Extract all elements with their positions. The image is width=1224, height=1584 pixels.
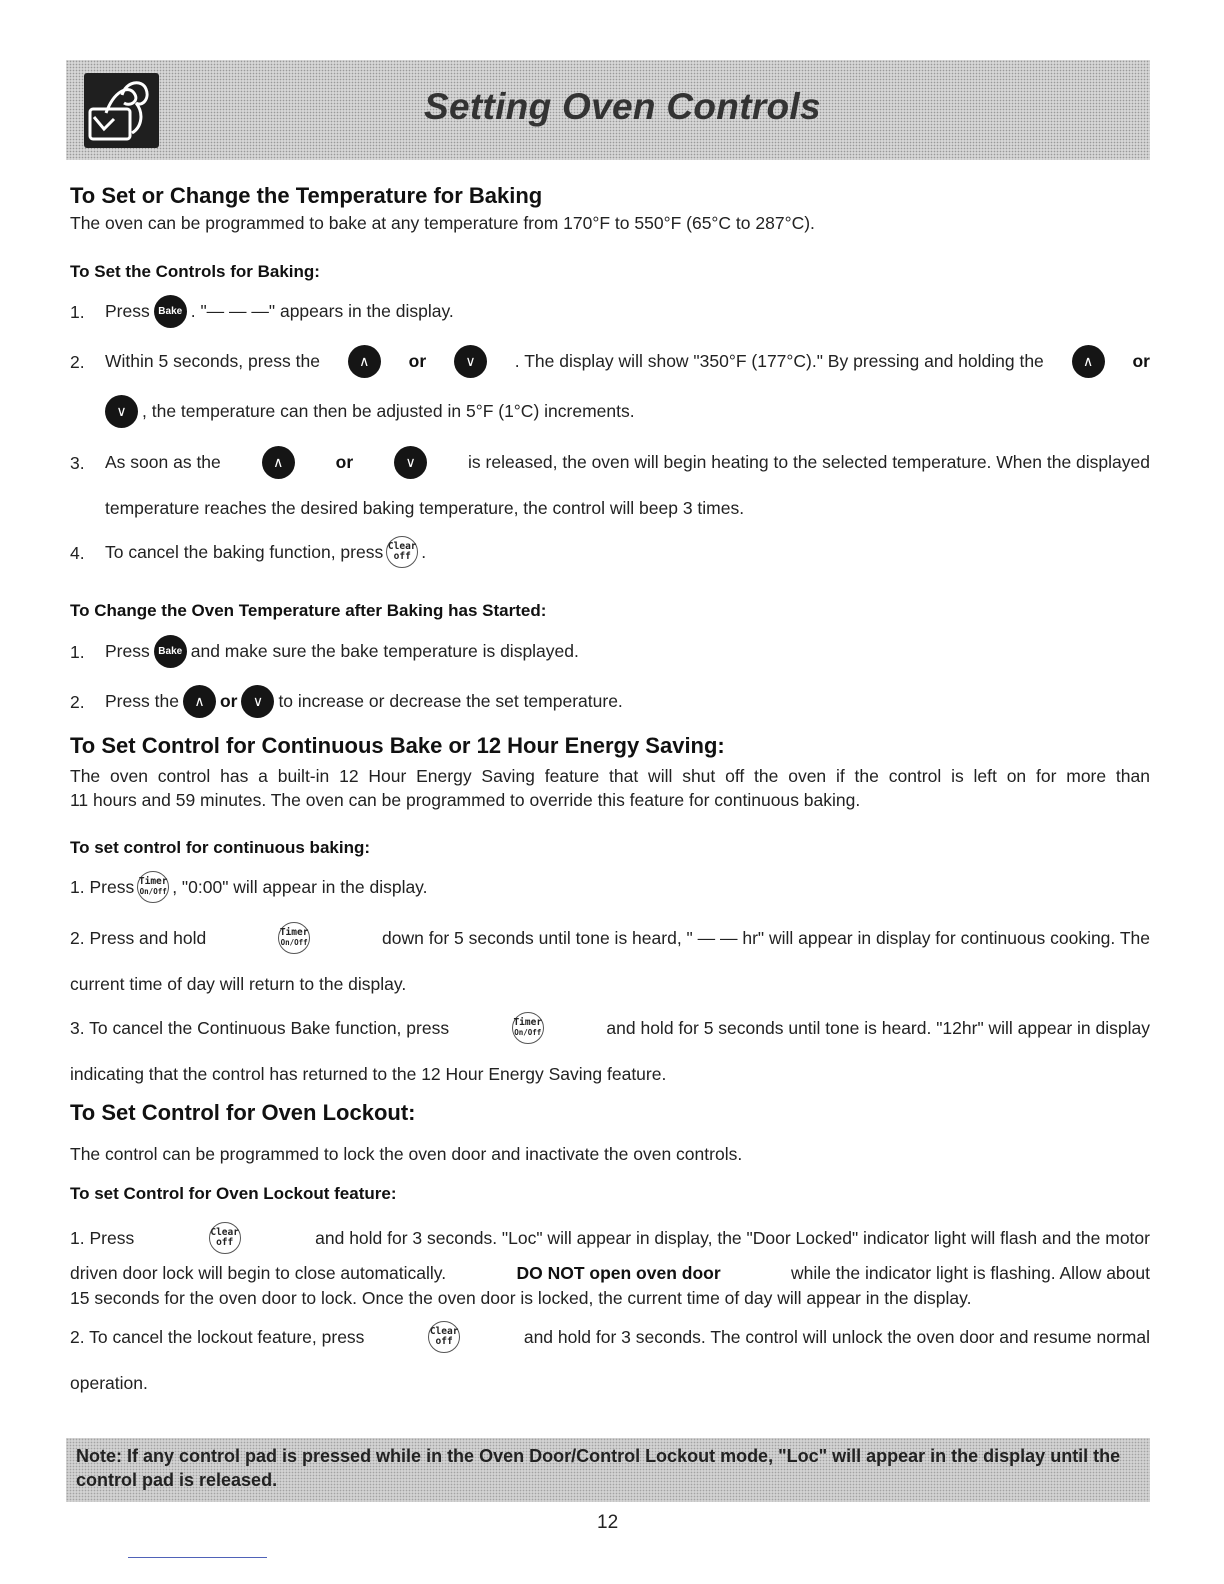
bake-pad-icon: Bake <box>154 635 187 668</box>
step-text: 1. Press <box>70 1227 135 1248</box>
continuous-intro-line2: 11 hours and 59 minutes. The oven can be programmed to override this feature for continuous baking. <box>70 790 861 810</box>
step-number: 3. <box>70 453 85 473</box>
section-heading-baking: To Set or Change the Temperature for Baking <box>70 183 543 208</box>
clear-off-pad-icon: Clear off <box>209 1222 241 1254</box>
step-text: to increase or decrease the set temperature. <box>278 691 623 711</box>
step-number: 1. <box>70 302 85 322</box>
baking-intro: The oven can be programmed to bake at any temperature from 170°F to 550°F (65°C to 287°C). <box>70 213 815 233</box>
baking-step-3 <box>105 446 1150 479</box>
step-number: 1. <box>70 642 85 662</box>
down-arrow-pad-icon: ∨ <box>454 345 487 378</box>
step-text: driven door lock will begin to close automatically. <box>70 1263 447 1283</box>
continuous-step-2-cont: current time of day will return to the display. <box>70 974 407 994</box>
section-heading-lockout: To Set Control for Oven Lockout: <box>70 1100 416 1125</box>
change-step-1 <box>105 635 579 668</box>
page-title: Setting Oven Controls <box>424 86 821 127</box>
step-text: and hold for 3 seconds. The control will unlock the oven door and resume normal <box>523 1326 1150 1347</box>
clear-off-pad-icon: Clear off <box>386 536 418 568</box>
continuous-step-1 <box>70 871 428 903</box>
step-text: and hold for 3 seconds. "Loc" will appear in display, the "Door Locked" indicator light will flash and the motor <box>315 1227 1150 1248</box>
step-text: Within 5 seconds, press the <box>105 351 320 371</box>
or-text: or <box>1132 351 1150 371</box>
step-number: 4. <box>70 543 85 563</box>
step-text: To cancel the baking function, press <box>105 541 384 562</box>
down-arrow-pad-icon: ∨ <box>105 395 138 428</box>
step-text: Press <box>105 641 150 661</box>
timer-pad-icon: Timer On/Off <box>278 922 310 954</box>
lockout-step-1 <box>70 1222 1150 1254</box>
step-text: . "— — —" appears in the display. <box>190 301 454 321</box>
timer-pad-icon: Timer On/Off <box>512 1012 544 1044</box>
clear-off-pad-icon: Clear off <box>428 1321 460 1353</box>
oven-hand-icon <box>84 73 159 148</box>
baking-step-3-cont: temperature reaches the desired baking temperature, the control will beep 3 times. <box>105 498 745 518</box>
timer-pad-icon: Timer On/Off <box>137 871 169 903</box>
step-text: down for 5 seconds until tone is heard, " — — hr" will appear in display for continuous cooking. The <box>382 927 1150 948</box>
step-text: and hold for 5 seconds until tone is heard. "12hr" will appear in display <box>606 1017 1150 1038</box>
or-text: or <box>219 691 238 711</box>
step-text: 3. To cancel the Continuous Bake function, press <box>70 1017 450 1038</box>
up-arrow-pad-icon: ∧ <box>262 446 295 479</box>
continuous-intro-line1: The oven control has a built-in 12 Hour Energy Saving feature that will shut off the oven if the control is left on for more than <box>70 766 1150 786</box>
step-text: 1. Press <box>70 876 135 897</box>
continuous-step-2 <box>70 922 1150 954</box>
baking-step-4 <box>105 536 426 568</box>
step-number: 2. <box>70 692 85 712</box>
step-text: As soon as the <box>105 452 221 472</box>
up-arrow-pad-icon: ∧ <box>183 685 216 718</box>
lockout-intro: The control can be programmed to lock the oven door and inactivate the oven controls. <box>70 1144 743 1164</box>
bake-pad-icon: Bake <box>154 295 187 328</box>
step-text: is released, the oven will begin heating to the selected temperature. When the displayed <box>468 452 1150 472</box>
subheading-set-baking: To Set the Controls for Baking: <box>70 262 320 281</box>
lockout-step-1-cont2: 15 seconds for the oven door to lock. Once the oven door is locked, the current time of day will appear in the display. <box>70 1288 972 1308</box>
baking-step-2 <box>105 345 1150 378</box>
subheading-lockout: To set Control for Oven Lockout feature: <box>70 1184 397 1203</box>
step-number: 2. <box>70 352 85 372</box>
down-arrow-pad-icon: ∨ <box>394 446 427 479</box>
or-text: or <box>335 452 354 472</box>
step-text: 2. Press and hold <box>70 927 207 948</box>
lockout-note: Note: If any control pad is pressed while in the Oven Door/Control Lockout mode, "Loc" will appear in the display until the control pad is released. <box>76 1446 1121 1490</box>
or-text: or <box>408 351 427 371</box>
step-text: , the temperature can then be adjusted in 5°F (1°C) increments. <box>142 401 635 421</box>
down-arrow-pad-icon: ∨ <box>241 685 274 718</box>
step-text: 2. To cancel the lockout feature, press <box>70 1326 365 1347</box>
section-heading-continuous-bake: To Set Control for Continuous Bake or 12 Hour Energy Saving: <box>70 733 725 758</box>
step-text: and make sure the bake temperature is displayed. <box>190 641 579 661</box>
step-text: Press <box>105 301 150 321</box>
continuous-step-3 <box>70 1012 1150 1044</box>
page-number: 12 <box>597 1512 619 1533</box>
lockout-step-2-cont: operation. <box>70 1373 148 1393</box>
step-text: Press the <box>105 691 179 711</box>
change-step-2 <box>105 685 623 718</box>
footer-rule <box>128 1557 267 1558</box>
do-not-open-warning: DO NOT open oven door <box>516 1263 721 1283</box>
baking-step-2-cont <box>105 395 635 428</box>
subheading-continuous-baking: To set control for continuous baking: <box>70 838 371 857</box>
up-arrow-pad-icon: ∧ <box>1072 345 1105 378</box>
lockout-step-2 <box>70 1321 1150 1353</box>
step-text: . The display will show "350°F (177°C)." By pressing and holding the <box>514 351 1044 371</box>
subheading-change-temp: To Change the Oven Temperature after Baking has Started: <box>70 601 547 620</box>
baking-step-1 <box>105 295 454 328</box>
lockout-step-1-cont <box>70 1263 1150 1284</box>
step-text: . <box>421 541 427 562</box>
continuous-step-3-cont: indicating that the control has returned to the 12 Hour Energy Saving feature. <box>70 1064 667 1084</box>
step-text: , "0:00" will appear in the display. <box>172 876 428 897</box>
step-text: while the indicator light is flashing. Allow about <box>791 1263 1150 1283</box>
up-arrow-pad-icon: ∧ <box>348 345 381 378</box>
